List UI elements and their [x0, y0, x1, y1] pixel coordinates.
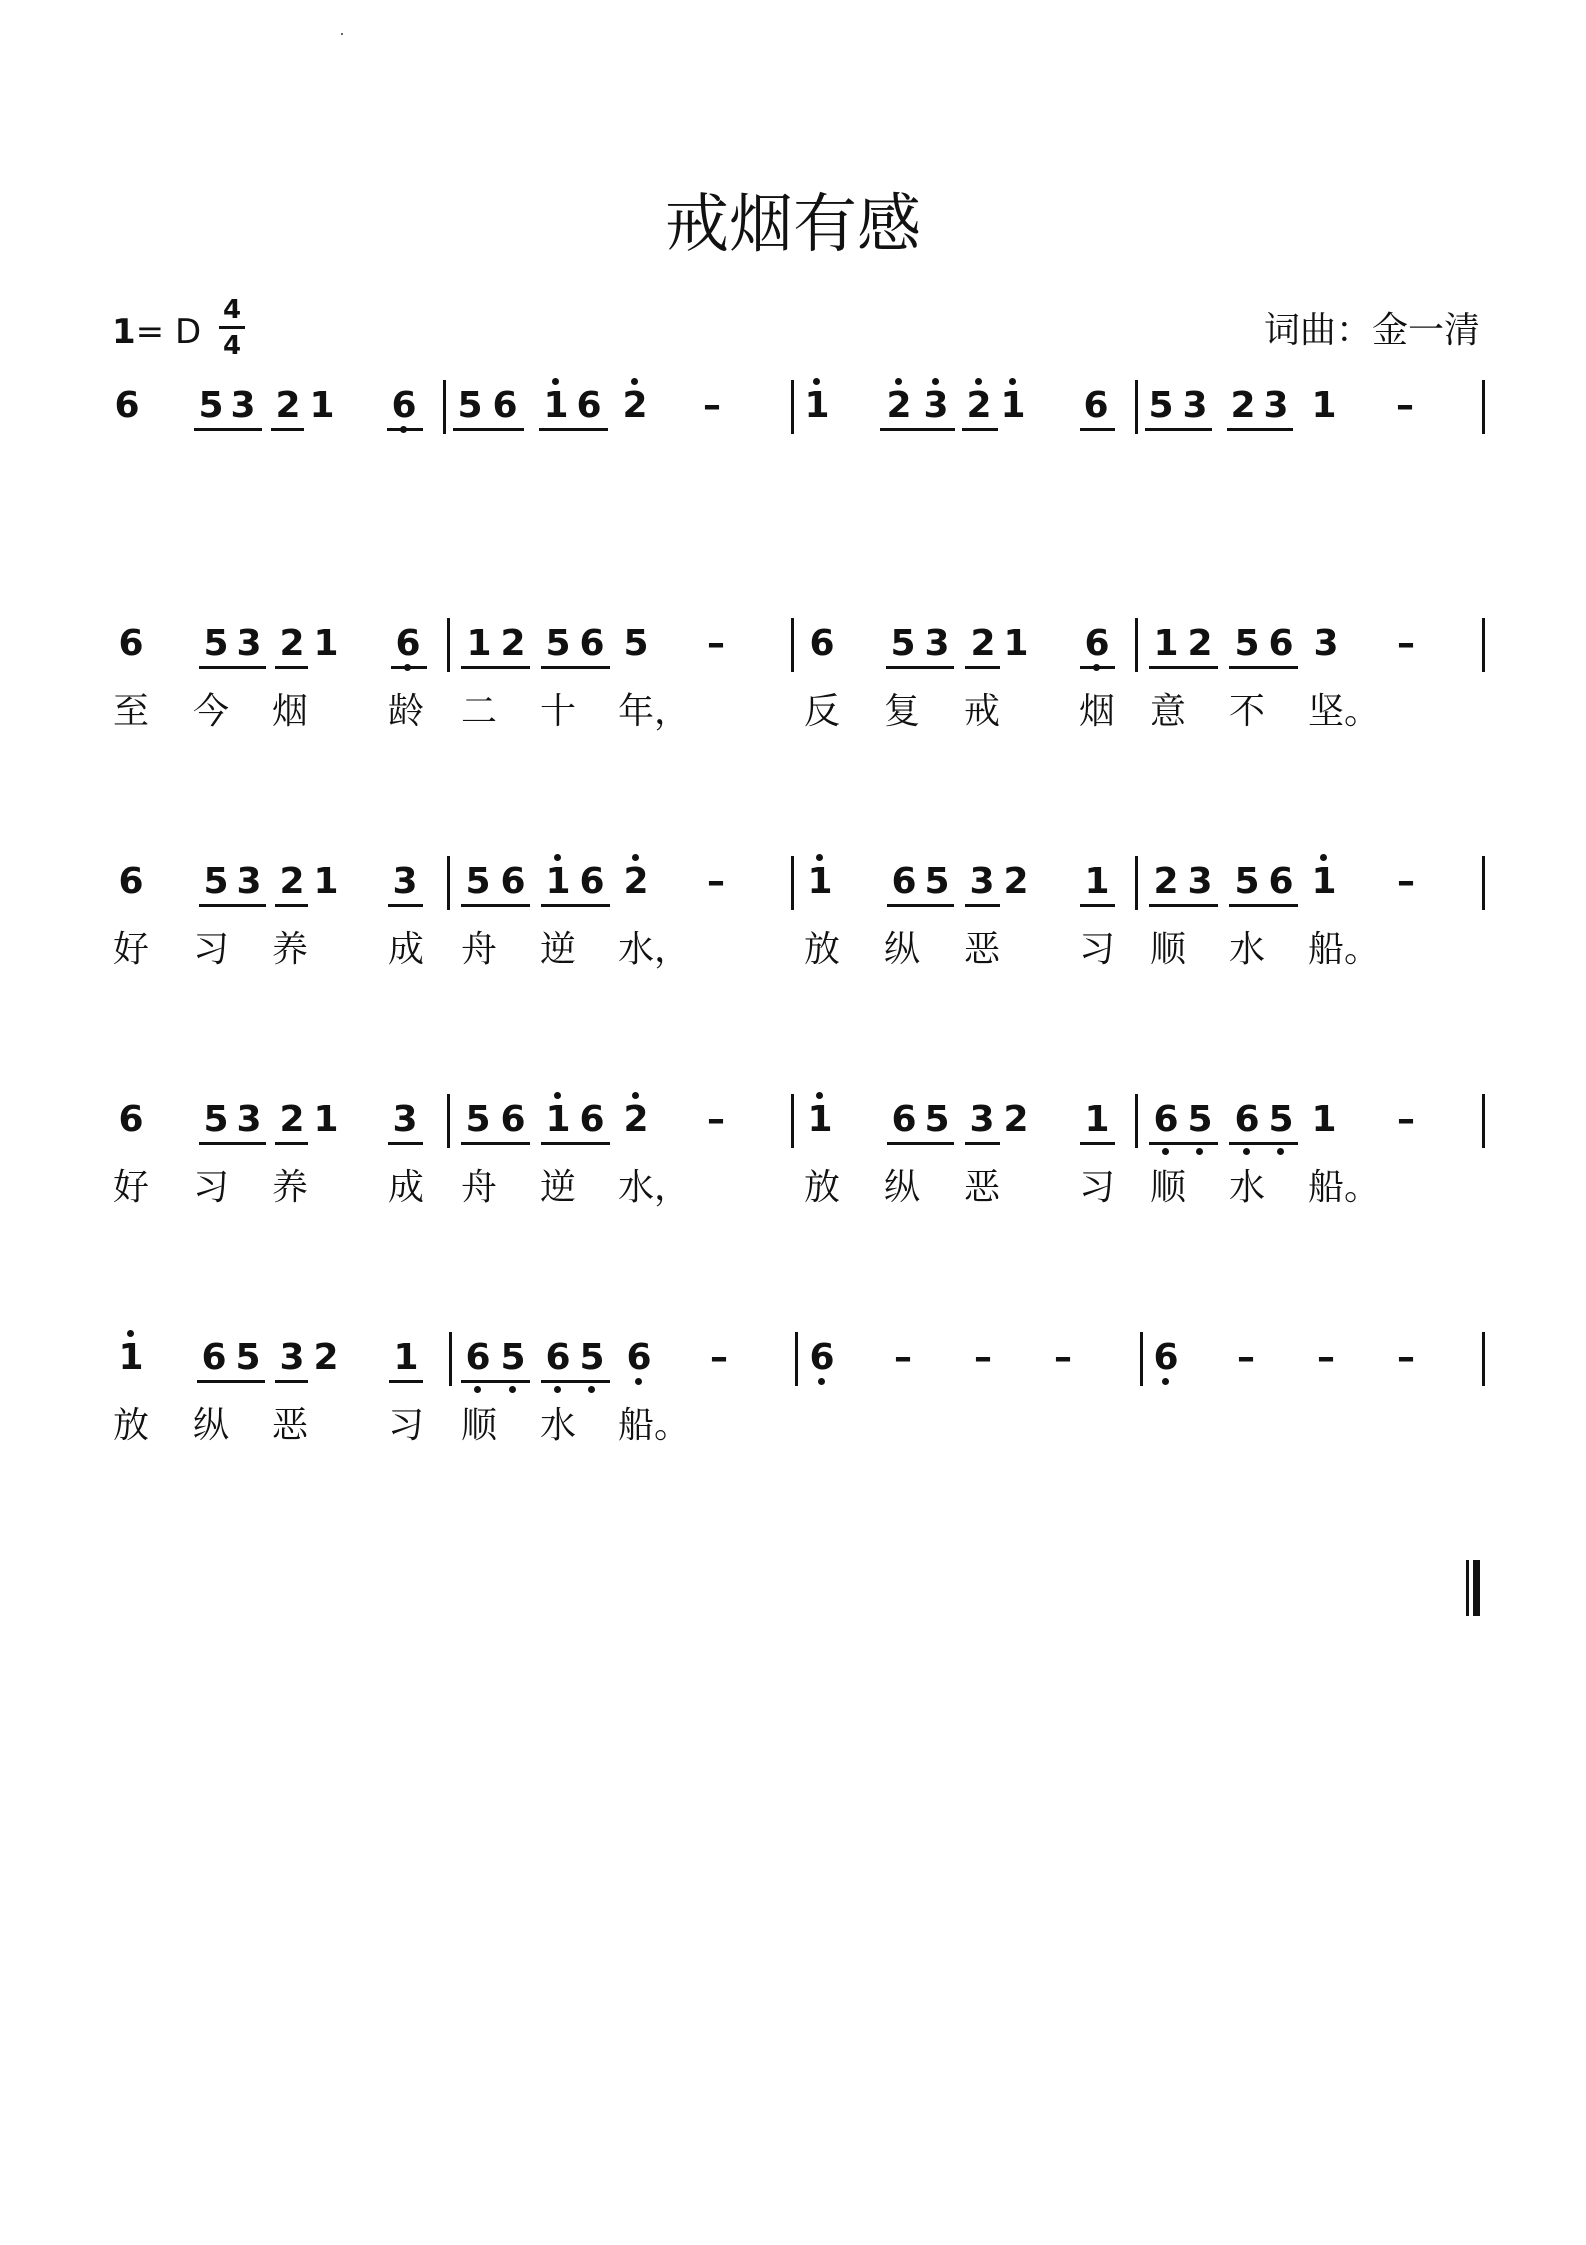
note: 6: [619, 1338, 659, 1378]
note: 6: [1083, 385, 1109, 426]
note: 5: [465, 861, 491, 902]
duration-underline: [1229, 1142, 1298, 1145]
duration-underline: [1149, 666, 1218, 669]
note: 5: [493, 1338, 533, 1378]
barline: [1135, 380, 1138, 434]
note: 6: [384, 386, 424, 426]
note: 2: [879, 386, 919, 426]
note: 2: [279, 861, 305, 902]
note: 3: [1182, 385, 1208, 426]
note: 1: [993, 386, 1033, 426]
octave-up-dot: [932, 378, 939, 385]
barline: [791, 1094, 794, 1148]
note: 2: [279, 1099, 305, 1140]
duration-underline: [1080, 428, 1115, 431]
lyric-char: 好: [113, 1167, 150, 1208]
duration-underline: [541, 904, 610, 907]
duration-underline: [197, 1380, 265, 1383]
note: 6: [1227, 1100, 1267, 1140]
time-signature-top: 4: [222, 295, 242, 325]
key-tonic: 1: [112, 312, 136, 352]
page-title: 戒烟有感: [665, 188, 921, 262]
note: 5: [1148, 385, 1174, 426]
note: –: [703, 385, 721, 426]
duration-underline: [275, 666, 308, 669]
octave-down-dot: [818, 1378, 825, 1385]
barline: [791, 618, 794, 672]
barline: [447, 1094, 450, 1148]
note: 5: [465, 1099, 491, 1140]
duration-underline: [388, 904, 423, 907]
lyric-char: 顺: [1150, 929, 1187, 970]
note: 1: [1311, 385, 1337, 426]
lyric-char: 养: [272, 929, 309, 970]
note: 5: [1261, 1100, 1301, 1140]
lyric-char: 烟: [1079, 691, 1116, 732]
note: 1: [309, 385, 335, 426]
octave-down-dot: [635, 1378, 642, 1385]
note: 3: [392, 1099, 418, 1140]
lyric-char: 成: [388, 1167, 425, 1208]
lyric-char: 纵: [884, 1167, 921, 1208]
note: 6: [1268, 861, 1294, 902]
note: 6: [114, 385, 140, 426]
note: 3: [1187, 861, 1213, 902]
duration-underline: [965, 666, 1000, 669]
duration-underline: [887, 1142, 954, 1145]
lyric-char: 十: [540, 691, 577, 732]
octave-up-dot: [816, 854, 823, 861]
octave-up-dot: [127, 1330, 134, 1337]
duration-underline: [194, 428, 262, 431]
lyric-char: 养: [272, 1167, 309, 1208]
note: 2: [970, 623, 996, 664]
score-row: [0, 862, 1586, 1062]
lyric-char: 船。: [618, 1405, 691, 1446]
barline: [791, 856, 794, 910]
duration-underline: [199, 1142, 266, 1145]
lyric-char: 放: [804, 929, 841, 970]
note: 5: [203, 623, 229, 664]
barline: [1482, 618, 1485, 672]
note: –: [1396, 385, 1414, 426]
lyric-char: 恶: [964, 1167, 1001, 1208]
lyric-char: 戒: [964, 691, 1001, 732]
note: 1: [393, 1337, 419, 1378]
duration-underline: [965, 904, 1000, 907]
octave-down-dot: [509, 1386, 516, 1393]
lyric-char: 顺: [461, 1405, 498, 1446]
lyric-char: 水: [1229, 1167, 1266, 1208]
note: 1: [313, 1099, 339, 1140]
octave-down-dot: [588, 1386, 595, 1393]
note: 3: [1263, 385, 1289, 426]
note: 1: [1311, 1099, 1337, 1140]
note: 6: [118, 861, 144, 902]
lyric-char: 不: [1229, 691, 1266, 732]
note: –: [1317, 1337, 1335, 1378]
barline: [1140, 1332, 1143, 1386]
note: 6: [579, 861, 605, 902]
lyric-char: 逆: [540, 929, 577, 970]
note: 2: [1153, 861, 1179, 902]
lyric-char: 习: [193, 929, 230, 970]
octave-down-dot: [1196, 1148, 1203, 1155]
duration-underline: [461, 1142, 530, 1145]
barline: [1482, 380, 1485, 434]
note: 5: [203, 861, 229, 902]
lyric-char: 坚。: [1308, 691, 1381, 732]
note: 6: [500, 861, 526, 902]
duration-underline: [1149, 1142, 1218, 1145]
note: 3: [236, 861, 262, 902]
note: 1: [313, 861, 339, 902]
note: –: [1397, 1099, 1415, 1140]
octave-down-dot: [1162, 1148, 1169, 1155]
lyric-char: 至: [113, 691, 150, 732]
note: 3: [924, 623, 950, 664]
note: 6: [118, 1099, 144, 1140]
note: 2: [1230, 385, 1256, 426]
note: 5: [235, 1337, 261, 1378]
lyric-char: 习: [193, 1167, 230, 1208]
note: 2: [616, 862, 656, 902]
note: 2: [313, 1337, 339, 1378]
note: –: [974, 1337, 992, 1378]
duration-underline: [887, 904, 954, 907]
lyric-char: 今: [193, 691, 230, 732]
lyric-char: 逆: [540, 1167, 577, 1208]
note: 3: [236, 1099, 262, 1140]
note: 1: [797, 386, 837, 426]
note: 6: [576, 385, 602, 426]
lyric-char: 船。: [1308, 929, 1381, 970]
lyric-char: 放: [113, 1405, 150, 1446]
duration-underline: [461, 666, 530, 669]
duration-underline: [1149, 904, 1218, 907]
note: 1: [538, 1100, 578, 1140]
barline: [791, 380, 794, 434]
octave-down-dot: [554, 1386, 561, 1393]
barline: [447, 618, 450, 672]
lyric-char: 舟: [461, 929, 498, 970]
note: 1: [466, 623, 492, 664]
note: –: [1237, 1337, 1255, 1378]
octave-up-dot: [631, 378, 638, 385]
note: 1: [1304, 862, 1344, 902]
duration-underline: [387, 428, 423, 431]
note: –: [710, 1337, 728, 1378]
note: 2: [500, 623, 526, 664]
octave-up-dot: [554, 854, 561, 861]
lyric-char: 船。: [1308, 1167, 1381, 1208]
note: 2: [1003, 861, 1029, 902]
note: 1: [1084, 861, 1110, 902]
note: 2: [1187, 623, 1213, 664]
note: 6: [492, 385, 518, 426]
note: 6: [388, 624, 428, 664]
note: 6: [118, 623, 144, 664]
lyric-char: 习: [388, 1405, 425, 1446]
note: 6: [809, 623, 835, 664]
duration-underline: [1145, 428, 1212, 431]
lyric-char: 反: [804, 691, 841, 732]
note: 6: [201, 1337, 227, 1378]
note: 6: [1268, 623, 1294, 664]
note: 5: [545, 623, 571, 664]
duration-underline: [1080, 1142, 1115, 1145]
duration-underline: [275, 1380, 308, 1383]
duration-underline: [461, 1380, 530, 1383]
note: 1: [1084, 1099, 1110, 1140]
note: 5: [924, 1099, 950, 1140]
note: 2: [959, 386, 999, 426]
lyric-char: 水，: [618, 929, 691, 970]
note: 6: [802, 1338, 842, 1378]
duration-underline: [541, 1380, 610, 1383]
note: 1: [536, 386, 576, 426]
barline: [1135, 618, 1138, 672]
duration-underline: [391, 666, 427, 669]
duration-underline: [962, 428, 998, 431]
lyric-char: 水: [540, 1405, 577, 1446]
lyric-char: 复: [884, 691, 921, 732]
duration-underline: [275, 904, 308, 907]
note: 5: [1234, 861, 1260, 902]
octave-down-dot: [1277, 1148, 1284, 1155]
note: 3: [969, 861, 995, 902]
duration-underline: [1229, 904, 1298, 907]
lyric-char: 纵: [193, 1405, 230, 1446]
duration-underline: [461, 904, 530, 907]
note: 2: [275, 385, 301, 426]
lyric-char: 烟: [272, 691, 309, 732]
note: 3: [236, 623, 262, 664]
barline: [1135, 1094, 1138, 1148]
note: 1: [111, 1338, 151, 1378]
note: 6: [1077, 624, 1117, 664]
lyric-char: 二: [461, 691, 498, 732]
note: –: [1397, 861, 1415, 902]
note: –: [1397, 623, 1415, 664]
barline: [447, 856, 450, 910]
octave-up-dot: [895, 378, 902, 385]
duration-underline: [541, 1142, 610, 1145]
note: 2: [615, 386, 655, 426]
octave-up-dot: [632, 854, 639, 861]
note: 5: [623, 623, 649, 664]
score-row: [0, 624, 1586, 824]
barline: [1482, 856, 1485, 910]
note: 6: [1146, 1338, 1186, 1378]
score-row: [0, 1338, 1586, 1538]
note: 3: [969, 1099, 995, 1140]
lyric-char: 成: [388, 929, 425, 970]
note: 3: [230, 385, 256, 426]
note: 2: [279, 623, 305, 664]
duration-underline: [199, 666, 266, 669]
octave-up-dot: [1009, 378, 1016, 385]
duration-underline: [886, 666, 954, 669]
octave-up-dot: [813, 378, 820, 385]
duration-underline: [1229, 666, 1298, 669]
lyric-char: 习: [1079, 929, 1116, 970]
note: 3: [279, 1337, 305, 1378]
lyric-char: 水: [1229, 929, 1266, 970]
note: 5: [198, 385, 224, 426]
credit: 词曲：金一清: [1263, 310, 1480, 351]
note: –: [894, 1337, 912, 1378]
lyric-char: 水，: [618, 1167, 691, 1208]
note: 1: [800, 862, 840, 902]
lyric-char: 放: [804, 1167, 841, 1208]
note: 3: [392, 861, 418, 902]
barline: [443, 380, 446, 434]
score-row: [0, 386, 1586, 586]
duration-underline: [271, 428, 304, 431]
note: 2: [1003, 1099, 1029, 1140]
duration-underline: [541, 666, 610, 669]
lyric-char: 舟: [461, 1167, 498, 1208]
score-row: [0, 1100, 1586, 1300]
duration-underline: [1227, 428, 1293, 431]
note: 6: [458, 1338, 498, 1378]
duration-underline: [388, 1142, 423, 1145]
lyric-char: 习: [1079, 1167, 1116, 1208]
lyric-char: 意: [1150, 691, 1187, 732]
octave-up-dot: [554, 1092, 561, 1099]
octave-up-dot: [816, 1092, 823, 1099]
note: 6: [579, 623, 605, 664]
duration-underline: [453, 428, 524, 431]
note: 2: [616, 1100, 656, 1140]
duration-underline: [965, 1142, 1000, 1145]
note: 3: [1313, 623, 1339, 664]
time-signature: [219, 296, 245, 360]
note: 5: [203, 1099, 229, 1140]
note: 6: [579, 1099, 605, 1140]
time-signature-bottom: 4: [222, 331, 242, 361]
octave-up-dot: [1320, 854, 1327, 861]
lyric-char: 恶: [964, 929, 1001, 970]
note: –: [707, 623, 725, 664]
note: –: [707, 861, 725, 902]
barline: [449, 1332, 452, 1386]
octave-up-dot: [632, 1092, 639, 1099]
note: 5: [1234, 623, 1260, 664]
note: 1: [538, 862, 578, 902]
barline: [1482, 1094, 1485, 1148]
duration-underline: [389, 1380, 423, 1383]
note: 5: [457, 385, 483, 426]
note: 6: [1146, 1100, 1186, 1140]
barline: [1482, 1332, 1485, 1386]
barline: [795, 1332, 798, 1386]
note: 6: [891, 861, 917, 902]
duration-underline: [1080, 666, 1115, 669]
duration-underline: [880, 428, 955, 431]
speck: [341, 33, 343, 35]
duration-underline: [539, 428, 608, 431]
octave-down-dot: [474, 1386, 481, 1393]
note: 5: [1180, 1100, 1220, 1140]
note: 1: [313, 623, 339, 664]
octave-up-dot: [552, 378, 559, 385]
note: 6: [891, 1099, 917, 1140]
barline: [1135, 856, 1138, 910]
note: –: [707, 1099, 725, 1140]
key-equals-d: = D: [135, 312, 202, 352]
octave-down-dot: [1162, 1378, 1169, 1385]
note: 6: [538, 1338, 578, 1378]
duration-underline: [1080, 904, 1115, 907]
note: 5: [924, 861, 950, 902]
note: 1: [1003, 623, 1029, 664]
note: 1: [1153, 623, 1179, 664]
lyric-char: 纵: [884, 929, 921, 970]
note: –: [1054, 1337, 1072, 1378]
note: 5: [572, 1338, 612, 1378]
lyric-char: 顺: [1150, 1167, 1187, 1208]
lyric-char: 龄: [388, 691, 425, 732]
octave-up-dot: [975, 378, 982, 385]
note: 1: [800, 1100, 840, 1140]
duration-underline: [199, 904, 266, 907]
note: 6: [500, 1099, 526, 1140]
note: –: [1397, 1337, 1415, 1378]
octave-down-dot: [1243, 1148, 1250, 1155]
lyric-char: 年，: [618, 691, 691, 732]
note: 5: [890, 623, 916, 664]
note: 3: [916, 386, 956, 426]
lyric-char: 好: [113, 929, 150, 970]
lyric-char: 恶: [272, 1405, 309, 1446]
duration-underline: [275, 1142, 308, 1145]
